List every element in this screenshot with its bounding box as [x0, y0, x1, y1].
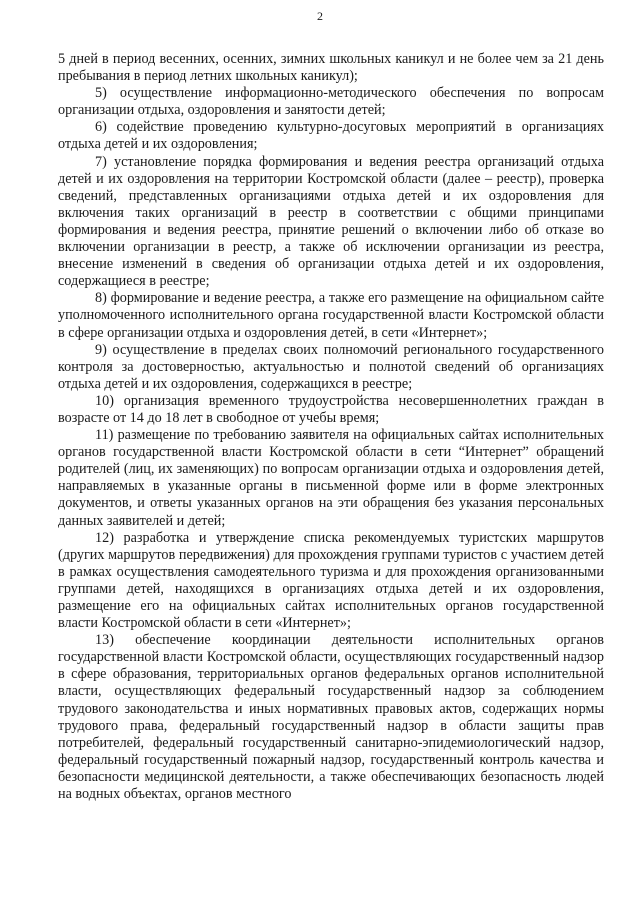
document-body — [58, 51, 604, 803]
paragraph-continuation: 5 дней в период весенних, осенних, зимних школьных каникул и не более чем за 21 день пребывания в период летних школьных каникул); — [58, 51, 604, 85]
paragraph-item-8: 8) формирование и ведение реестра, а также его размещение на официальном сайте уполномоченного исполнительного органа государственной власти Костромской области в сфере организации отдыха и оздоровления детей, в сети «Интернет»; — [58, 290, 604, 341]
paragraph-item-11: 11) размещение по требованию заявителя на официальных сайтах исполнительных органов государственной власти Костромской области в сети “Интернет” обращений родителей (лиц, их заменяющих) по вопросам организации отдыха и оздоровления детей, направляемых в указанные органы в письменной форме или в форме электронных документов, и ответы указанных органов на эти обращения без указания персональных данных заявителей и детей; — [58, 427, 604, 529]
paragraph-item-6: 6) содействие проведению культурно-досуговых мероприятий в организациях отдыха детей и их оздоровления; — [58, 119, 604, 153]
paragraph-item-13: 13) обеспечение координации деятельности исполнительных органов государственной власти Костромской области, осуществляющих государственный надзор в сфере образования, территориальных органов федеральных органов исполнительной власти, осуществляющих федеральный государственный надзор за соблюдением трудового законодательства и иных нормативных правовых актов, содержащих нормы трудового права, федеральный государственный надзор в области защиты прав потребителей, федеральный государственный санитарно-эпидемиологический надзор, федеральный государственный пожарный надзор, государственный контроль качества и безопасности медицинской деятельности, а также обеспечивающих безопасность людей на водных объектах, органов местного — [58, 632, 604, 803]
paragraph-item-9: 9) осуществление в пределах своих полномочий регионального государственного контроля за достоверностью, актуальностью и полнотой сведений об организациях отдыха детей и их оздоровления, содержащихся в реестре; — [58, 341, 604, 392]
page-number: 2 — [317, 9, 323, 23]
paragraph-item-10: 10) организация временного трудоустройства несовершеннолетних граждан в возрасте от 14 до 18 лет в свободное от учебы время; — [58, 392, 604, 426]
paragraph-item-5: 5) осуществление информационно-методического обеспечения по вопросам организации отдыха, оздоровления и занятости детей; — [58, 85, 604, 119]
paragraph-item-12: 12) разработка и утверждение списка рекомендуемых туристских маршрутов (других маршрутов передвижения) для прохождения группами туристов с участием детей в рамках осуществления самодеятельного туризма и для прохождения организованными группами детей, находящихся в организациях отдыха детей и их оздоровления, размещение его на официальных сайтах исполнительных органов государственной власти Костромской области в сети «Интернет»; — [58, 529, 604, 632]
paragraph-item-7: 7) установление порядка формирования и ведения реестра организаций отдыха детей и их оздоровления на территории Костромской области (далее – реестр), проверка сведений, представленных организациями отдыха детей и их оздоровления для включения таких организаций в реестр в соответствии с общими принципами формирования и ведения реестра, принятие решений о включении либо об отказе во включении организации в реестр, а также об исключении организации из реестра, внесение изменений в сведения об организации отдыха детей и их оздоровления, содержащиеся в реестре; — [58, 153, 604, 290]
